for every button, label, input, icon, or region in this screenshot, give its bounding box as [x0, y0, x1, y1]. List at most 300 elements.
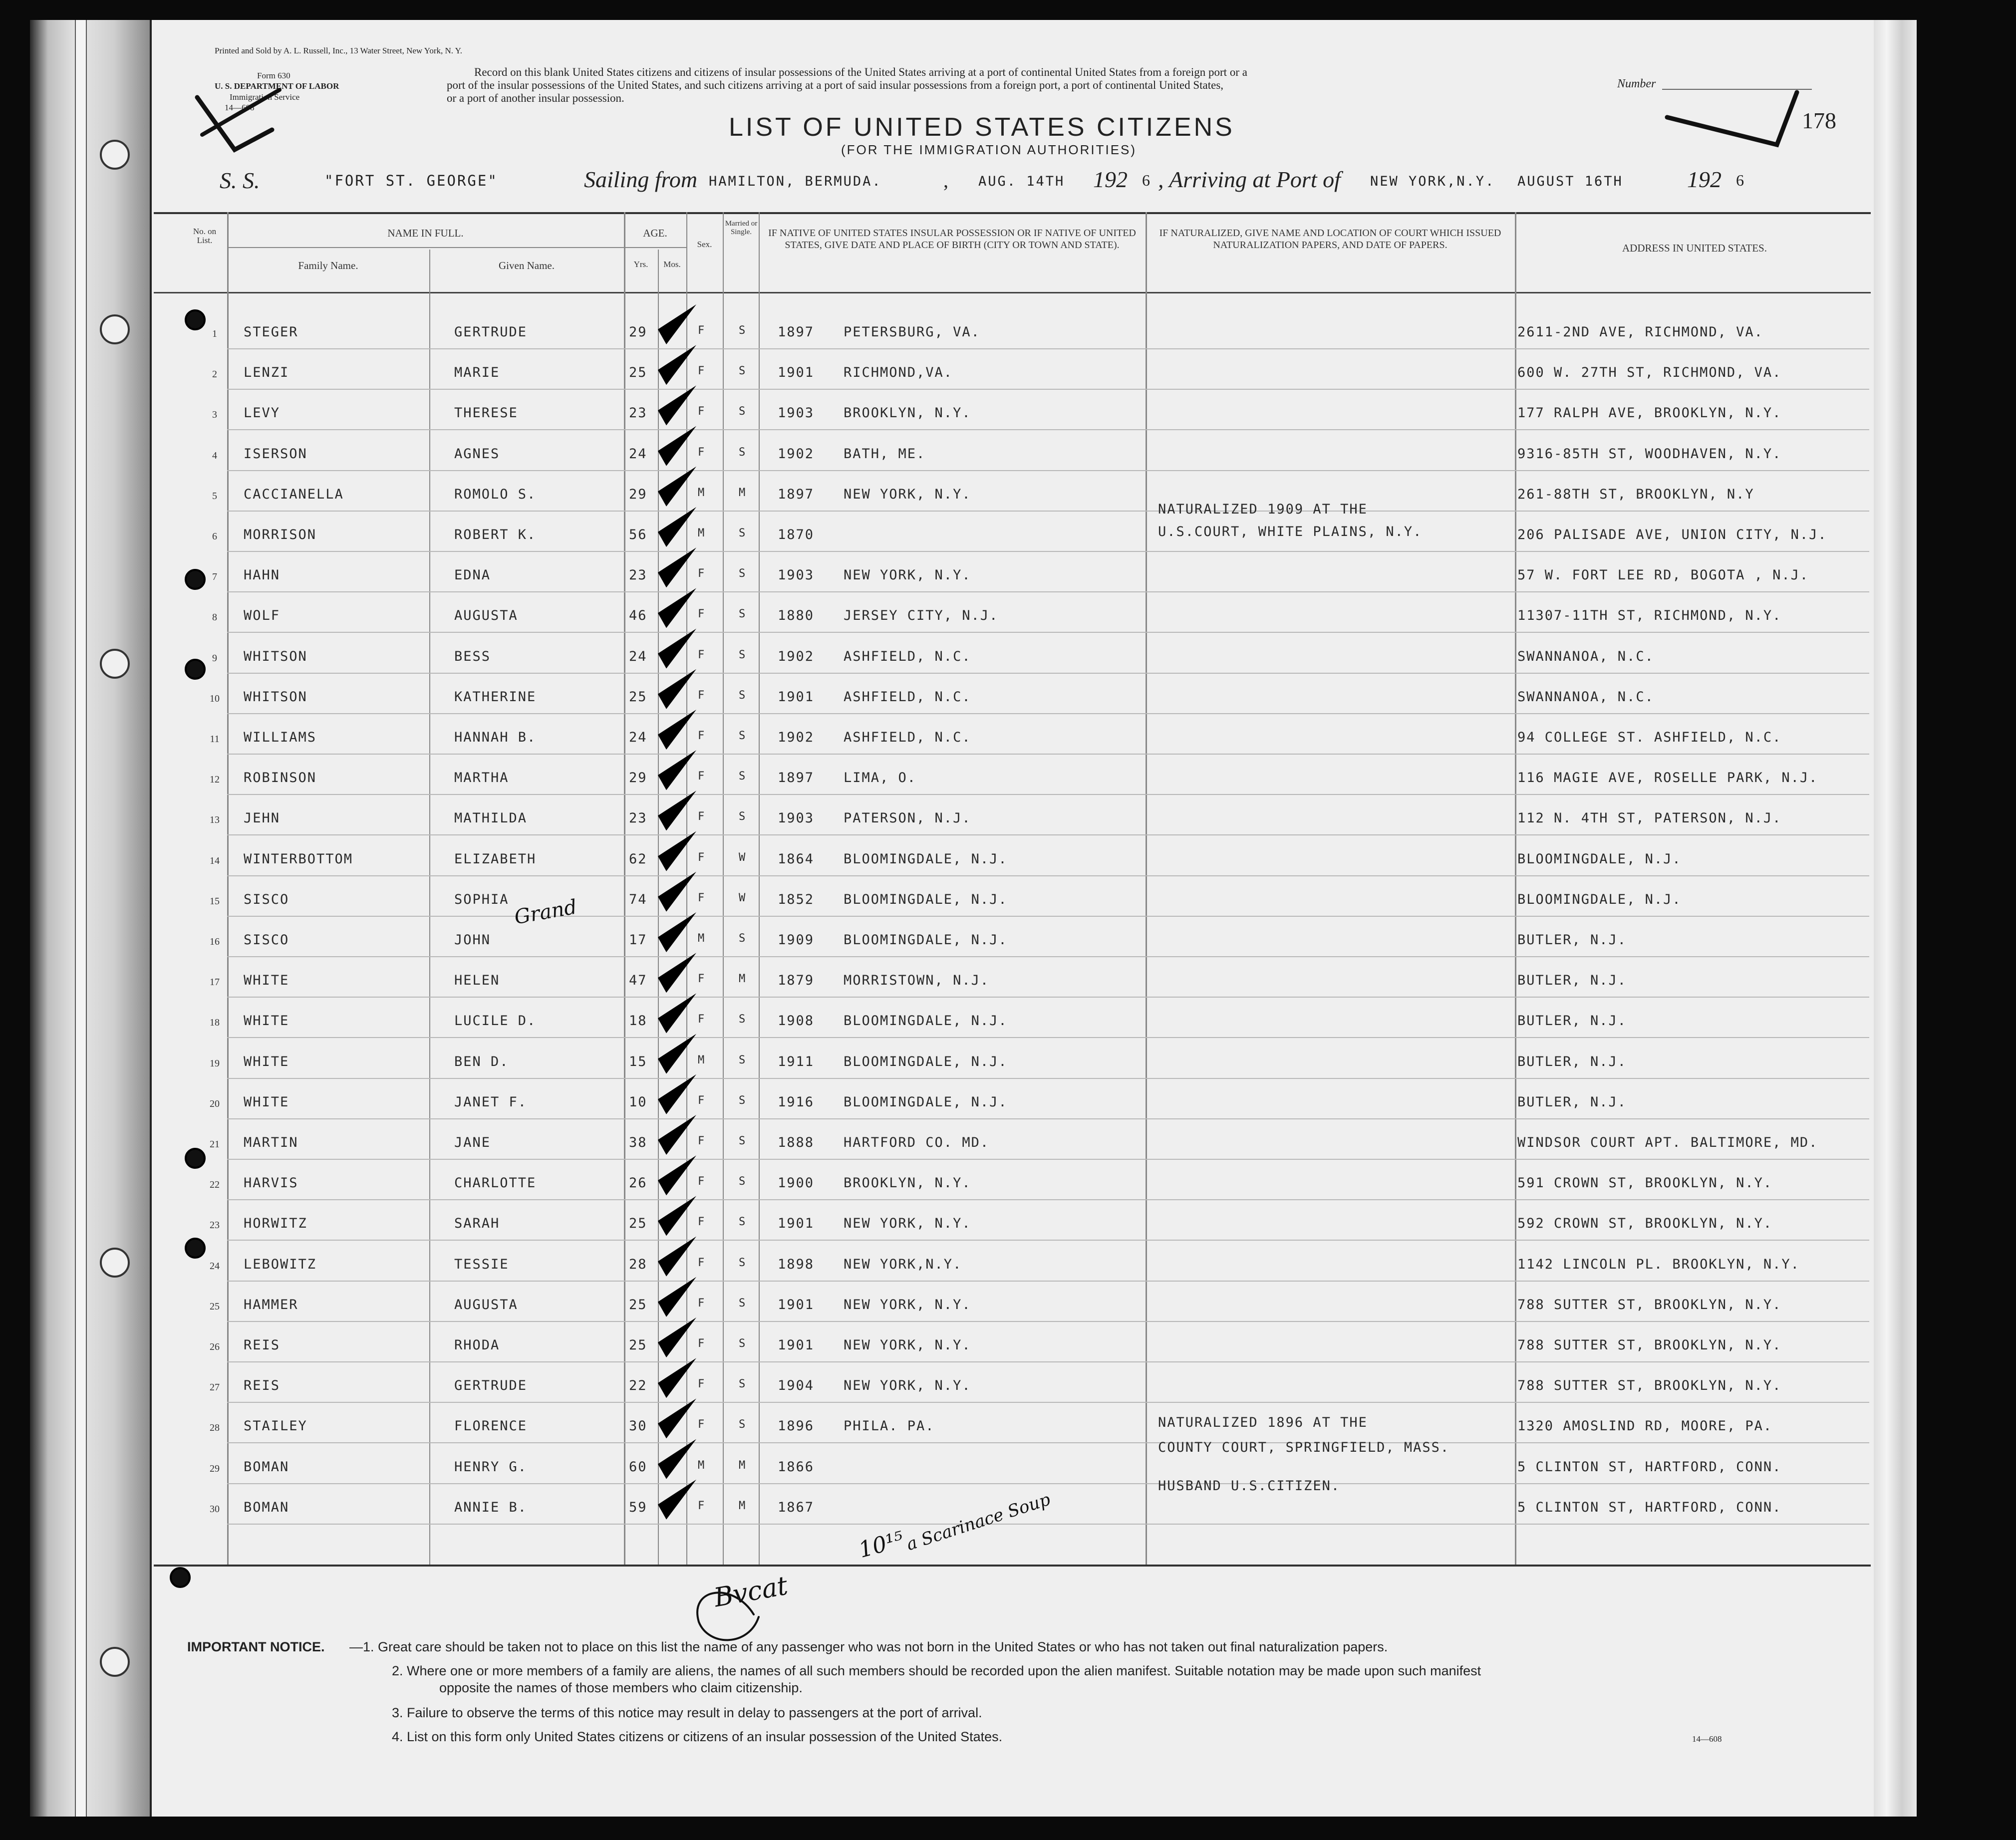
sex-cell: F	[698, 1013, 706, 1026]
birth-year-cell: 1904	[778, 1378, 815, 1394]
handwritten-note: Bvcat	[711, 1571, 790, 1613]
page-title: LIST OF UNITED STATES CITIZENS	[729, 113, 1235, 142]
nat-note-morrison-1: NATURALIZED 1909 AT THE	[1158, 502, 1368, 517]
check-mark	[658, 1480, 696, 1520]
check-mark	[658, 953, 696, 993]
age-cell: 24	[629, 446, 647, 462]
address-cell: 94 COLLEGE ST. ASHFIELD, N.C.	[1517, 730, 1782, 745]
given-name-cell: AUGUSTA	[454, 1297, 518, 1313]
given-name-cell: GERTRUDE	[454, 1378, 528, 1394]
age-cell: 29	[629, 486, 647, 502]
marital-status-cell: S	[739, 770, 747, 783]
col-married-single: Married or Single.	[725, 220, 758, 236]
marital-status-cell: W	[739, 851, 747, 864]
given-name-cell: HANNAH B.	[454, 730, 537, 745]
marital-status-cell: S	[739, 1094, 747, 1107]
marital-status-cell: S	[739, 1053, 747, 1066]
address-cell: 5 CLINTON ST, HARTFORD, CONN.	[1517, 1459, 1782, 1475]
tick-mark	[699, 869, 719, 902]
birth-place-cell: BROOKLYN, N.Y.	[844, 405, 971, 421]
check-mark	[658, 426, 696, 466]
year-prefix-2: 192	[1687, 167, 1722, 192]
given-name-cell: THERESE	[454, 405, 518, 421]
check-mark	[658, 1155, 696, 1195]
check-mark	[658, 629, 696, 669]
birth-place-cell: PATERSON, N.J.	[844, 810, 971, 826]
tick-mark	[698, 1193, 719, 1229]
marital-status-cell: S	[739, 567, 747, 580]
row-number: 25	[210, 1301, 220, 1312]
tick-mark	[699, 464, 719, 497]
family-name-cell: WHITE	[244, 1013, 289, 1029]
check-mark	[658, 1277, 696, 1317]
given-name-cell: EDNA	[454, 567, 491, 583]
form-number: Form 630	[257, 71, 290, 80]
family-name-cell: WOLF	[244, 608, 281, 624]
birth-year-cell: 1897	[778, 324, 815, 340]
tick-mark	[699, 626, 719, 659]
given-name-cell: KATHERINE	[454, 689, 537, 705]
check-mark	[658, 547, 696, 587]
given-name-cell: FLORENCE	[454, 1418, 528, 1434]
address-cell: 2611-2ND AVE, RICHMOND, VA.	[1517, 324, 1763, 340]
marital-status-cell: M	[739, 1499, 747, 1512]
row-number: 5	[212, 490, 217, 502]
age-cell: 28	[629, 1256, 647, 1272]
row-number: 29	[210, 1463, 220, 1474]
given-name-cell: ROMOLO S.	[454, 486, 537, 502]
address-cell: 788 SUTTER ST, BROOKLYN, N.Y.	[1517, 1337, 1782, 1353]
birth-year-cell: 1897	[778, 486, 815, 502]
birth-year-cell: 1897	[778, 770, 815, 786]
check-mark	[658, 872, 696, 912]
birth-place-cell: NEW YORK,N.Y.	[844, 1256, 962, 1272]
address-cell: 5 CLINTON ST, HARTFORD, CONN.	[1517, 1499, 1782, 1515]
given-name-cell: AGNES	[454, 446, 500, 462]
check-mark	[658, 790, 696, 830]
check-mark	[658, 1115, 696, 1155]
family-name-cell: HARVIS	[244, 1175, 298, 1191]
instructions-line-1: Record on this blank United States citizens and citizens of insular possessions of the United States arriving at a port of continental United States from a foreign port or a	[474, 66, 1247, 78]
birth-year-cell: 1916	[778, 1094, 815, 1110]
sex-cell: F	[698, 446, 706, 459]
sex-cell: M	[698, 1459, 706, 1472]
handwritten-note: 10¹⁵	[856, 1527, 907, 1563]
check-mark	[658, 467, 696, 507]
family-name-cell: STAILEY	[244, 1418, 307, 1434]
birth-place-cell: BATH, ME.	[844, 446, 926, 462]
birth-place-cell: NEW YORK, N.Y.	[844, 1216, 971, 1232]
age-cell: 10	[629, 1094, 647, 1110]
family-name-cell: ROBINSON	[244, 770, 317, 786]
address-cell: 592 CROWN ST, BROOKLYN, N.Y.	[1517, 1216, 1773, 1232]
given-name-cell: ROBERT K.	[454, 527, 537, 542]
address-cell: 788 SUTTER ST, BROOKLYN, N.Y.	[1517, 1297, 1782, 1313]
birth-place-cell: NEW YORK, N.Y.	[844, 1337, 971, 1353]
row-number: 7	[212, 571, 217, 583]
sex-cell: F	[698, 1094, 706, 1107]
sex-cell: F	[698, 1297, 706, 1310]
marital-status-cell: S	[739, 1337, 747, 1350]
col-given-name: Given Name.	[499, 260, 555, 271]
sex-cell: F	[698, 689, 706, 702]
tick-mark	[699, 1234, 719, 1267]
tick-mark	[699, 748, 719, 780]
col-birth: IF NATIVE OF UNITED STATES INSULAR POSSESSION OR IF NATIVE OF UNITED STATES, GIVE DATE AND PLACE OF BIRTH (CITY OR TOWN AND STATE).	[768, 228, 1136, 251]
row-number: 17	[210, 977, 220, 988]
birth-year-cell: 1888	[778, 1135, 815, 1150]
check-mark	[658, 1196, 696, 1236]
birth-year-cell: 1903	[778, 810, 815, 826]
check-mark	[658, 710, 696, 750]
age-cell: 17	[629, 932, 647, 948]
tick-mark	[699, 424, 719, 456]
col-naturalized: IF NATURALIZED, GIVE NAME AND LOCATION OF COURT WHICH ISSUED NATURALIZATION PAPERS, AND DATE OF PAPERS.	[1159, 228, 1501, 251]
tick-mark	[699, 829, 719, 861]
row-number: 11	[210, 734, 220, 745]
family-name-cell: BOMAN	[244, 1499, 289, 1515]
family-name-cell: HAHN	[244, 567, 281, 583]
tick-mark	[699, 1437, 719, 1469]
marital-status-cell: S	[739, 1135, 747, 1147]
tick-mark	[699, 1032, 719, 1064]
birth-year-cell: 1902	[778, 446, 815, 462]
address-cell: 600 W. 27TH ST, RICHMOND, VA.	[1517, 365, 1782, 381]
birth-year-cell: 1852	[778, 891, 815, 907]
birth-year-cell: 1902	[778, 648, 815, 664]
instructions-line-3: or a port of another insular possession.	[447, 92, 624, 104]
age-cell: 24	[629, 730, 647, 745]
row-number: 6	[212, 531, 217, 542]
address-cell: SWANNANOA, N.C.	[1517, 648, 1654, 664]
birth-place-cell: JERSEY CITY, N.J.	[844, 608, 999, 624]
sex-cell: F	[698, 1499, 706, 1512]
family-name-cell: MORRISON	[244, 527, 317, 542]
row-number: 26	[210, 1341, 220, 1352]
sex-cell: F	[698, 891, 706, 904]
marital-status-cell: S	[739, 932, 747, 945]
sailing-from: HAMILTON, BERMUDA.	[709, 174, 882, 189]
notice-item-1: —1. Great care should be taken not to place on this list the name of any passenger who was not born in the United States or who has not taken out final naturalization papers.	[349, 1639, 1388, 1654]
family-name-cell: WHITSON	[244, 648, 307, 664]
birth-year-cell: 1867	[778, 1499, 815, 1515]
birth-place-cell: BROOKLYN, N.Y.	[844, 1175, 971, 1191]
handwritten-loop	[697, 1592, 759, 1640]
birth-year-cell: 1866	[778, 1459, 815, 1475]
given-name-cell: JANE	[454, 1135, 491, 1150]
age-cell: 26	[629, 1175, 647, 1191]
sex-cell: F	[698, 365, 706, 378]
col-mos: Mos.	[663, 260, 681, 269]
age-cell: 25	[629, 1337, 647, 1353]
family-name-cell: LEBOWITZ	[244, 1256, 317, 1272]
birth-place-cell: HARTFORD CO. MD.	[844, 1135, 990, 1150]
sex-cell: F	[698, 608, 706, 621]
marital-status-cell: S	[739, 1175, 747, 1188]
sex-cell: F	[698, 648, 706, 661]
given-name-cell: SARAH	[454, 1216, 500, 1232]
sex-cell: F	[698, 405, 706, 418]
marital-status-cell: M	[739, 973, 747, 986]
tick-mark	[699, 505, 719, 537]
notice-item-2-cont: opposite the names of those members who claim citizenship.	[439, 1680, 803, 1695]
age-cell: 25	[629, 365, 647, 381]
birth-place-cell: NEW YORK, N.Y.	[844, 486, 971, 502]
given-name-cell: AUGUSTA	[454, 608, 518, 624]
birth-year-cell: 1903	[778, 567, 815, 583]
arrival-date: AUGUST 16TH	[1517, 174, 1623, 189]
marital-status-cell: S	[739, 730, 747, 742]
family-name-cell: SISCO	[244, 932, 289, 948]
address-cell: 206 PALISADE AVE, UNION CITY, N.J.	[1517, 527, 1827, 542]
birth-place-cell: NEW YORK, N.Y.	[844, 1297, 971, 1313]
tick-mark	[699, 383, 719, 415]
marital-status-cell: S	[739, 1418, 747, 1431]
age-cell: 15	[629, 1053, 647, 1069]
birth-year-cell: 1870	[778, 527, 815, 542]
birth-year-cell: 1864	[778, 851, 815, 867]
marital-status-cell: S	[739, 608, 747, 621]
check-mark	[658, 304, 696, 344]
check-mark	[658, 1317, 696, 1357]
given-name-cell: HELEN	[454, 973, 500, 989]
address-cell: BUTLER, N.J.	[1517, 1013, 1627, 1029]
address-cell: 116 MAGIE AVE, ROSELLE PARK, N.J.	[1517, 770, 1818, 786]
given-name-cell: MATHILDA	[454, 810, 528, 826]
family-name-cell: LEVY	[244, 405, 281, 421]
family-name-cell: BOMAN	[244, 1459, 289, 1475]
birth-place-cell: ASHFIELD, N.C.	[844, 689, 971, 705]
col-age: AGE.	[643, 227, 667, 239]
birth-year-cell: 1902	[778, 730, 815, 745]
sex-cell: F	[698, 1256, 706, 1269]
age-cell: 46	[629, 608, 647, 624]
tick-mark	[699, 1153, 719, 1185]
check-mark	[658, 1439, 696, 1479]
family-name-cell: STEGER	[244, 324, 298, 340]
tick-mark	[699, 1072, 719, 1104]
sex-cell: F	[698, 1378, 706, 1391]
sex-cell: F	[698, 770, 706, 783]
comma: ,	[943, 169, 948, 192]
birth-place-cell: BLOOMINGDALE, N.J.	[844, 1013, 1008, 1029]
row-number: 18	[210, 1017, 220, 1029]
marital-status-cell: S	[739, 1378, 747, 1391]
marital-status-cell: S	[739, 689, 747, 702]
handwritten-note: Grand	[512, 895, 579, 929]
address-cell: 788 SUTTER ST, BROOKLYN, N.Y.	[1517, 1378, 1782, 1394]
nat-note-boman-1: NATURALIZED 1896 AT THE	[1158, 1415, 1368, 1430]
row-number: 13	[210, 814, 220, 826]
tick-mark	[699, 910, 719, 942]
footer-code: 14—608	[1692, 1734, 1722, 1744]
age-cell: 24	[629, 648, 647, 664]
given-name-cell: JANET F.	[454, 1094, 528, 1110]
row-number: 15	[210, 895, 220, 907]
birth-year-cell: 1901	[778, 1337, 815, 1353]
check-mark	[658, 912, 696, 952]
age-cell: 38	[629, 1135, 647, 1150]
marital-status-cell: S	[739, 1216, 747, 1229]
col-sex: Sex.	[697, 240, 712, 249]
tick-mark	[699, 1477, 719, 1510]
col-yrs: Yrs.	[633, 260, 648, 269]
notice-item-3: 3. Failure to observe the terms of this notice may result in delay to passengers at the port of arrival.	[392, 1705, 982, 1720]
birth-place-cell: BLOOMINGDALE, N.J.	[844, 1094, 1008, 1110]
row-number: 20	[210, 1098, 220, 1109]
sex-cell: M	[698, 932, 706, 945]
age-cell: 23	[629, 405, 647, 421]
notice-item-2: 2. Where one or more members of a family are aliens, the names of all such members should be recorded upon the alien manifest. Suitable notation may be made upon such manifest	[392, 1663, 1481, 1678]
marital-status-cell: S	[739, 365, 747, 378]
nat-note-annie: HUSBAND U.S.CITIZEN.	[1158, 1478, 1341, 1494]
check-mark	[658, 1074, 696, 1114]
cancel-check-mark	[197, 97, 272, 150]
col-address: ADDRESS IN UNITED STATES.	[1622, 242, 1767, 254]
row-number: 28	[210, 1422, 220, 1434]
birth-place-cell: PHILA. PA.	[844, 1418, 935, 1434]
department: U. S. DEPARTMENT OF LABOR	[215, 81, 339, 91]
family-name-cell: JEHN	[244, 810, 281, 826]
birth-place-cell: NEW YORK, N.Y.	[844, 567, 971, 583]
family-name-cell: REIS	[244, 1337, 281, 1353]
marital-status-cell: M	[739, 1459, 747, 1472]
tick-mark	[699, 667, 719, 699]
check-mark	[658, 1398, 696, 1438]
given-name-cell: CHARLOTTE	[454, 1175, 537, 1191]
birth-year-cell: 1901	[778, 365, 815, 381]
sex-cell: M	[698, 1053, 706, 1066]
row-number: 16	[210, 936, 220, 947]
birth-year-cell: 1911	[778, 1053, 815, 1069]
address-cell: BUTLER, N.J.	[1517, 932, 1627, 948]
given-name-cell: GERTRUDE	[454, 324, 528, 340]
birth-year-cell: 1901	[778, 689, 815, 705]
tick-mark	[699, 1396, 719, 1428]
sex-cell: M	[698, 486, 706, 499]
family-name-cell: WHITE	[244, 973, 289, 989]
row-number: 22	[210, 1179, 220, 1191]
sex-cell: M	[698, 527, 706, 539]
age-cell: 18	[629, 1013, 647, 1029]
age-cell: 29	[629, 324, 647, 340]
notice-item-4: 4. List on this form only United States citizens or citizens of an insular possession of the United States.	[392, 1729, 1003, 1744]
birth-year-cell: 1898	[778, 1256, 815, 1272]
number-strike-mark	[1667, 92, 1797, 145]
sex-cell: F	[698, 973, 706, 986]
address-cell: 177 RALPH AVE, BROOKLYN, N.Y.	[1517, 405, 1782, 421]
given-name-cell: JOHN	[454, 932, 491, 948]
given-name-cell: TESSIE	[454, 1256, 509, 1272]
birth-year-cell: 1879	[778, 973, 815, 989]
tick-mark	[698, 585, 719, 621]
row-number: 10	[210, 693, 220, 704]
marital-status-cell: S	[739, 324, 747, 337]
arriving-label: , Arriving at Port of	[1158, 167, 1341, 192]
marital-status-cell: S	[739, 405, 747, 418]
row-number: 2	[212, 369, 217, 380]
birth-year-cell: 1909	[778, 932, 815, 948]
tick-mark	[699, 302, 719, 334]
given-name-cell: HENRY G.	[454, 1459, 528, 1475]
tick-mark	[699, 1112, 719, 1145]
age-cell: 74	[629, 891, 647, 907]
nat-note-boman-2: COUNTY COURT, SPRINGFIELD, MASS.	[1158, 1440, 1450, 1455]
col-name-in-full: NAME IN FULL.	[387, 227, 464, 239]
sex-cell: F	[698, 1175, 706, 1188]
page-number: 178	[1802, 108, 1836, 133]
marital-status-cell: S	[739, 1013, 747, 1026]
birth-place-cell: PETERSBURG, VA.	[844, 324, 980, 340]
family-name-cell: MARTIN	[244, 1135, 298, 1150]
marital-status-cell: S	[739, 810, 747, 823]
handwritten-note: a Scarinace Soup	[904, 1489, 1053, 1555]
family-name-cell: ISERSON	[244, 446, 307, 462]
tick-mark	[698, 950, 719, 986]
family-name-cell: LENZI	[244, 365, 289, 381]
check-mark	[658, 507, 696, 547]
address-cell: 261-88TH ST, BROOKLYN, N.Y	[1517, 486, 1754, 502]
col-no-on-list: No. on List.	[193, 227, 217, 245]
family-name-cell: WILLIAMS	[244, 730, 317, 745]
family-name-cell: HAMMER	[244, 1297, 298, 1313]
given-name-cell: SOPHIA	[454, 891, 509, 907]
check-mark	[658, 831, 696, 871]
address-cell: 11307-11TH ST, RICHMOND, N.Y.	[1517, 608, 1782, 624]
check-mark	[658, 1358, 696, 1398]
row-number: 8	[212, 612, 217, 623]
family-name-cell: WHITE	[244, 1094, 289, 1110]
family-name-cell: WINTERBOTTOM	[244, 851, 353, 867]
check-mark	[658, 345, 696, 385]
birth-place-cell: RICHMOND,VA.	[844, 365, 953, 381]
birth-place-cell: BLOOMINGDALE, N.J.	[844, 851, 1008, 867]
given-name-cell: MARIE	[454, 365, 500, 381]
service: Immigration Service	[230, 92, 300, 102]
address-cell: 1320 AMOSLIND RD, MOORE, PA.	[1517, 1418, 1773, 1434]
ss-label: S. S.	[220, 168, 260, 193]
marital-status-cell: S	[739, 648, 747, 661]
tick-mark	[699, 1315, 719, 1347]
birth-year-cell: 1908	[778, 1013, 815, 1029]
arriving-port: NEW YORK,N.Y.	[1370, 174, 1495, 189]
sex-cell: F	[698, 1418, 706, 1431]
address-cell: BLOOMINGDALE, N.J.	[1517, 851, 1682, 867]
sex-cell: F	[698, 730, 706, 742]
birth-place-cell: ASHFIELD, N.C.	[844, 648, 971, 664]
check-mark	[658, 588, 696, 628]
notice-label: IMPORTANT NOTICE.	[187, 1639, 325, 1654]
address-cell: WINDSOR COURT APT. BALTIMORE, MD.	[1517, 1135, 1818, 1150]
age-cell: 60	[629, 1459, 647, 1475]
tick-mark	[698, 342, 719, 378]
row-number: 3	[212, 409, 217, 421]
age-cell: 23	[629, 810, 647, 826]
birth-year-cell: 1880	[778, 608, 815, 624]
age-cell: 62	[629, 851, 647, 867]
birth-place-cell: LIMA, O.	[844, 770, 917, 786]
form-code: 14—608	[225, 103, 255, 112]
sex-cell: F	[698, 810, 706, 823]
row-number: 21	[210, 1139, 220, 1150]
family-name-cell: WHITE	[244, 1053, 289, 1069]
check-mark	[658, 750, 696, 790]
row-number: 1	[212, 328, 217, 339]
birth-place-cell: BLOOMINGDALE, N.J.	[844, 1053, 1008, 1069]
printer-line: Printed and Sold by A. L. Russell, Inc., 13 Water Street, New York, N. Y.	[215, 46, 463, 55]
birth-year-cell: 1903	[778, 405, 815, 421]
sex-cell: F	[698, 1135, 706, 1147]
